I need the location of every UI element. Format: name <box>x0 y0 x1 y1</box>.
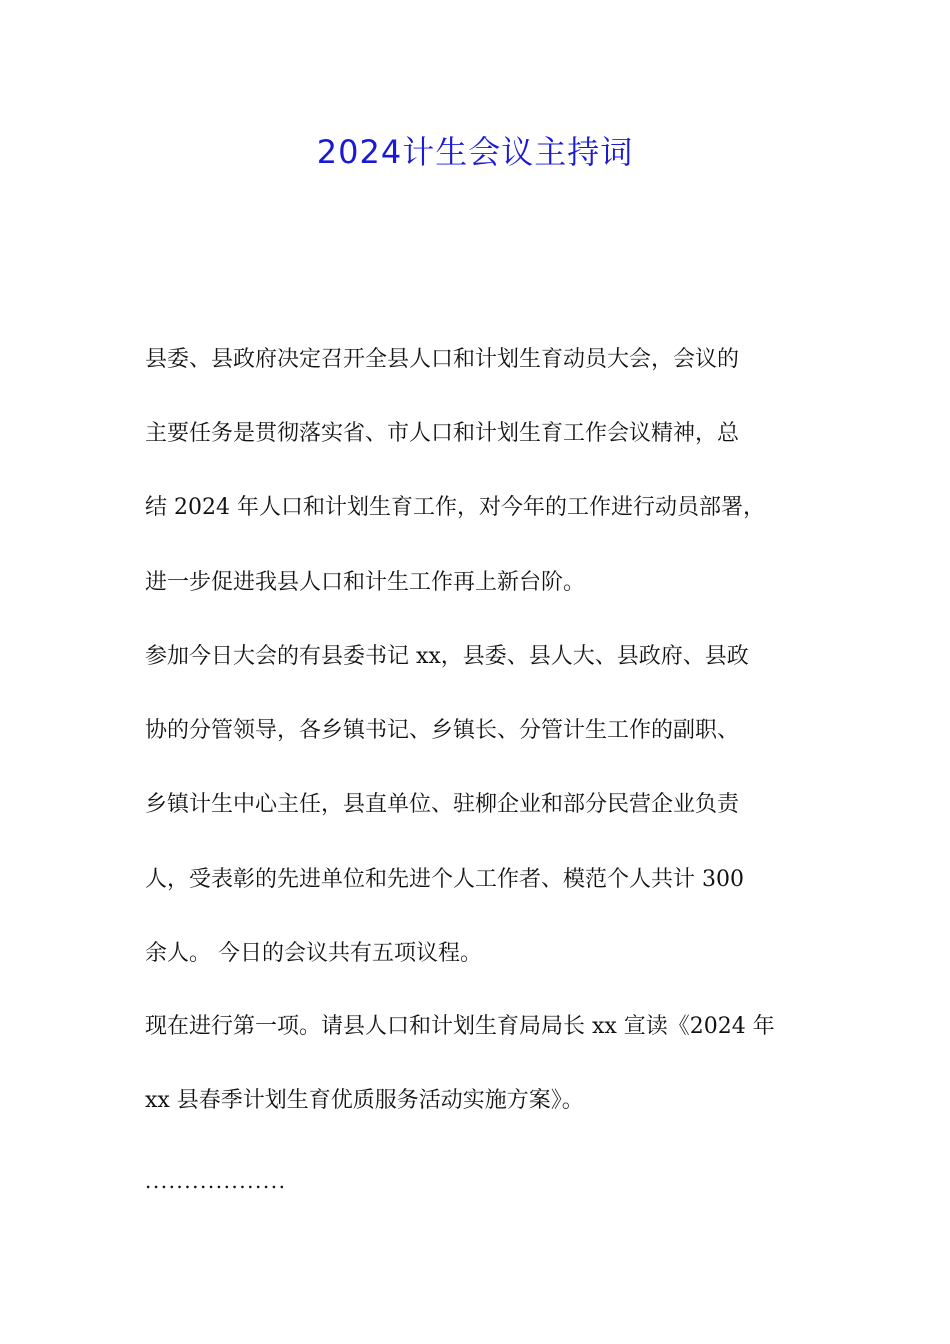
paragraph-line: 结 2024 年人口和计划生育工作，对今年的工作进行动员部署， <box>145 495 765 521</box>
paragraph-line: 现在进行第一项。请县人口和计划生育局局长 xx 宣读《2024 年 <box>145 1014 775 1039</box>
paragraph-line: 协的分管领导，各乡镇书记、乡镇长、分管计生工作的副职、 <box>145 718 740 744</box>
document-title: 2024计生会议主持词 <box>316 133 634 171</box>
paragraph-line: 余人。 今日的会议共有五项议程。 <box>145 940 482 966</box>
paragraph-line: 主要任务是贯彻落实省、市人口和计划生育工作会议精神，总 <box>145 421 740 447</box>
paragraph-line: 参加今日大会的有县委书记 xx，县委、县人大、县政府、县政 <box>145 644 749 669</box>
paragraph-3 <box>145 990 810 1138</box>
paragraph-line: xx 县春季计划生育优质服务活动实施方案》。 <box>145 1088 584 1114</box>
paragraph-line: 进一步促进我县人口和计生工作再上新台阶。 <box>145 569 586 595</box>
paragraph-2 <box>145 620 810 991</box>
ellipsis-marker: .................. <box>145 1169 287 1193</box>
paragraph-1 <box>145 323 810 620</box>
paragraph-line: 人，受表彰的先进单位和先进个人工作者、模范个人共计 300 <box>145 866 744 892</box>
paragraph-line: 县委、县政府决定召开全县人口和计划生育动员大会，会议的 <box>145 347 740 372</box>
paragraph-line: 乡镇计生中心主任，县直单位、驻柳企业和部分民营企业负责 <box>145 792 740 818</box>
